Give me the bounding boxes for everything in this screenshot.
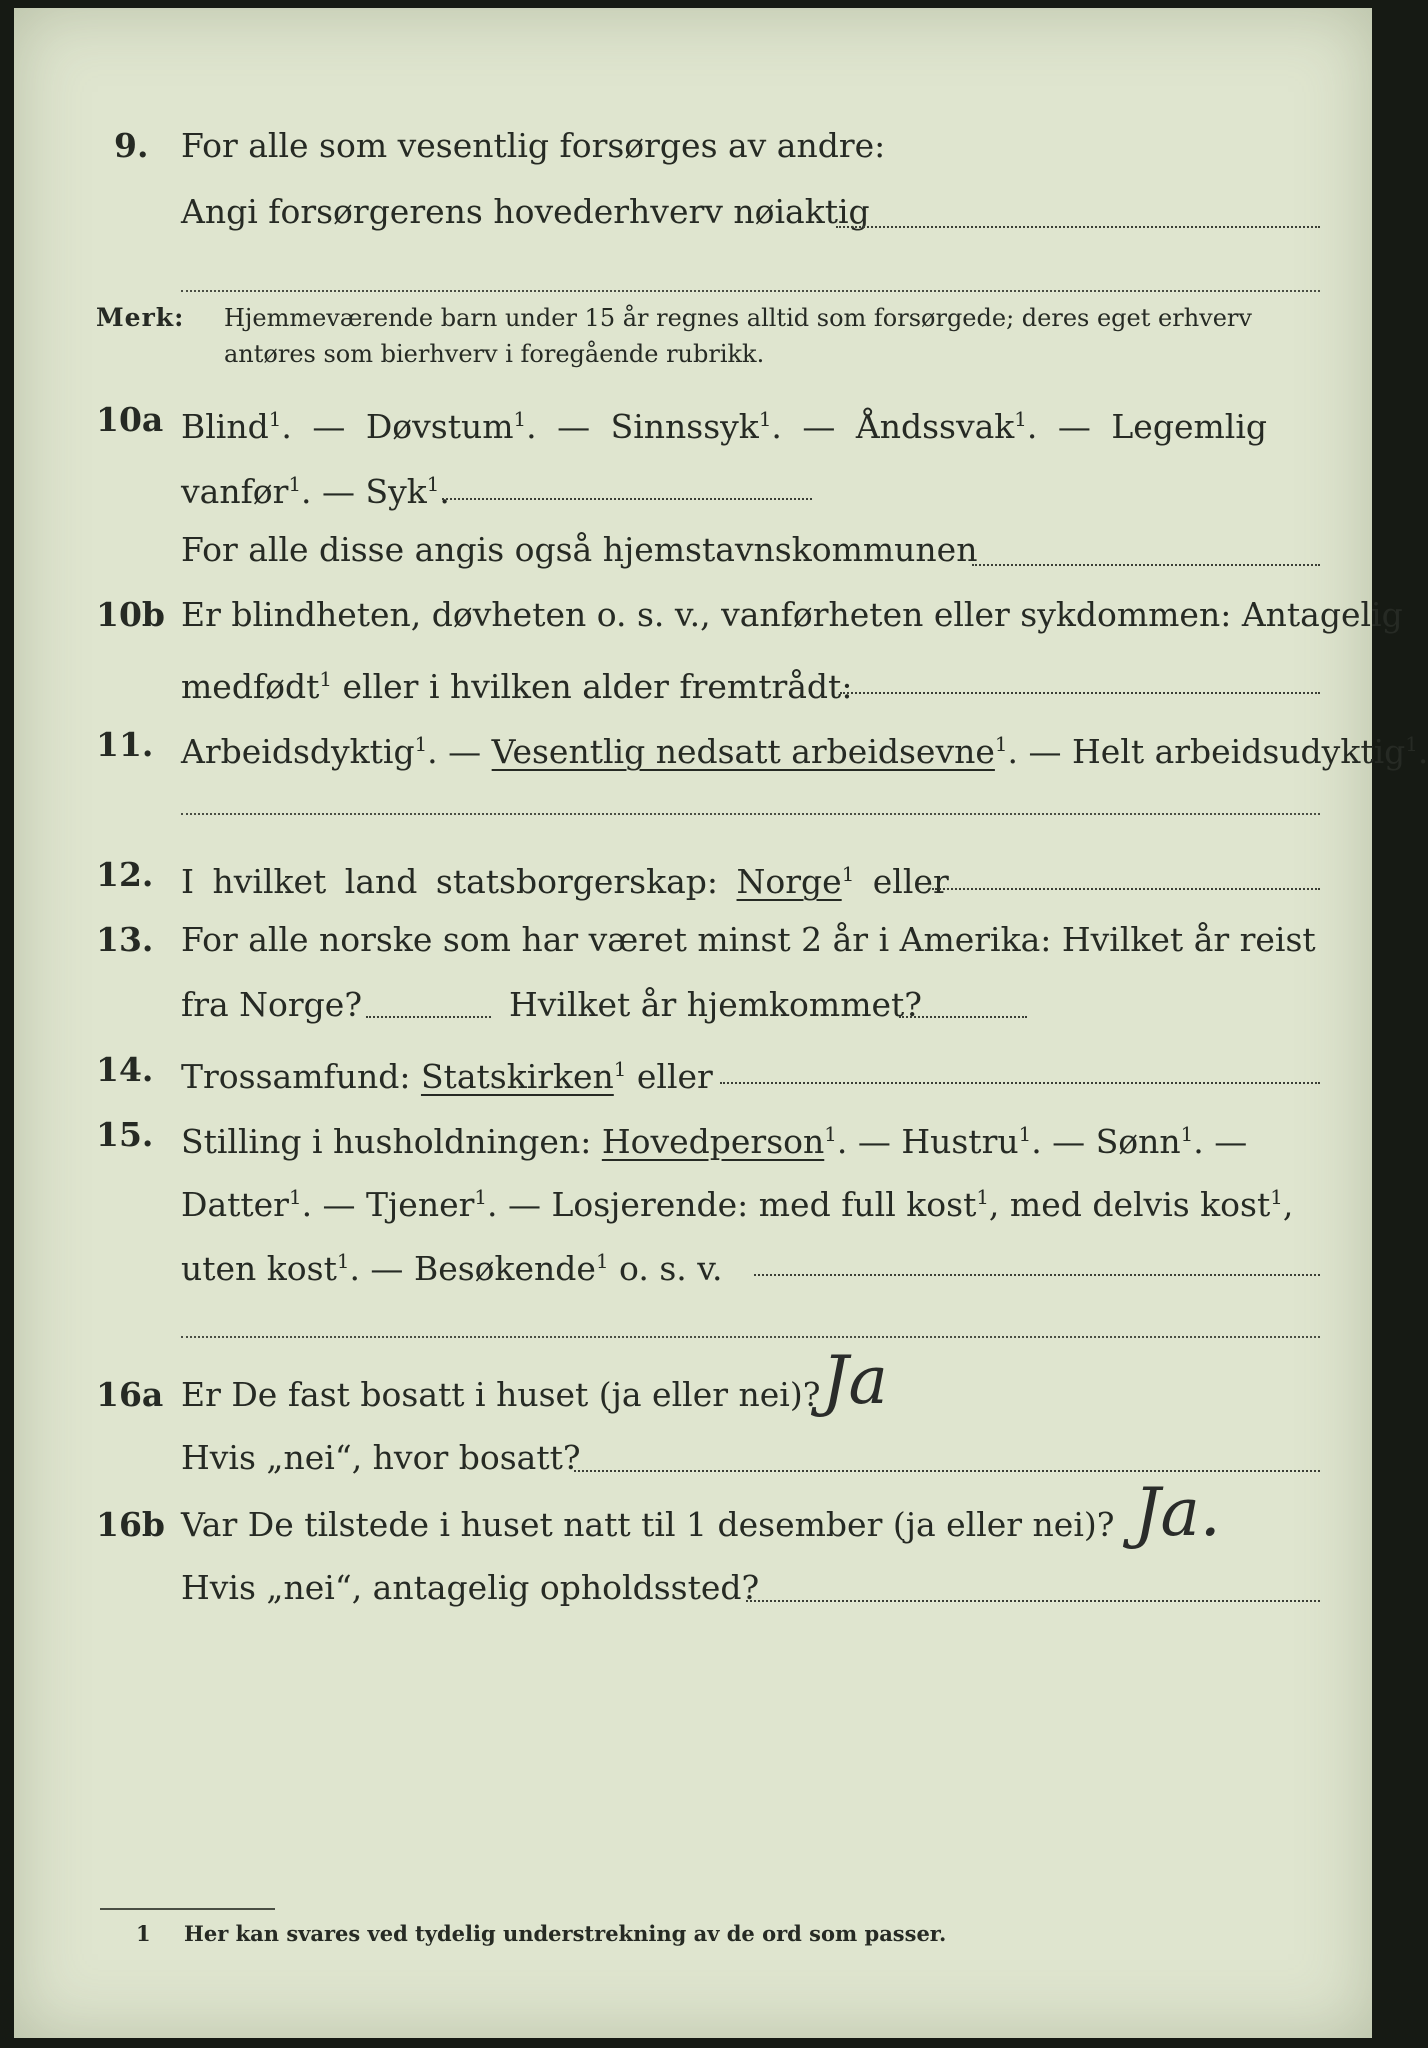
item-15-text: Stilling i husholdningen: Hovedperson$^1$. — Hustru$^1$. — Sønn$^1$. — xyxy=(181,1122,1248,1161)
item-10a-text: Blind$^1$. — Døvstum$^1$. — Sinnssyk$^1$. — Åndssvak$^1$. — Legemlig xyxy=(181,407,1267,446)
item-13-q-reist: fra Norge? xyxy=(181,985,363,1024)
item-13-q-hjemkommet: Hvilket år hjemkommet? xyxy=(509,985,922,1024)
merk-text-line-1: Hjemmeværende barn under 15 år regnes alltid som forsørgede; deres eget erhverv xyxy=(224,304,1252,332)
item-15-question: Stilling i husholdningen: xyxy=(181,1122,592,1161)
option-vesentlig-nedsatt-underlined: Vesentlig nedsatt arbeidsevne xyxy=(491,732,995,771)
item-14-number: 14. xyxy=(96,1050,154,1089)
merk-label: Merk: xyxy=(96,303,185,332)
item-11-text: Arbeidsdyktig$^1$. — Vesentlig nedsatt arbeidsevne$^1$. — Helt arbeidsudyktig$^1$. xyxy=(181,732,1428,771)
item-13-number: 13. xyxy=(96,920,154,959)
item-10a-answer-line[interactable] xyxy=(442,498,812,500)
option-helt-arbeidsudyktig: Helt arbeidsudyktig xyxy=(1071,732,1406,771)
item-11-blank-line[interactable] xyxy=(181,813,1320,815)
option-norge-underlined: Norge xyxy=(736,862,842,901)
item-10a-line2: vanfør$^1$. — Syk$^1$. xyxy=(181,472,450,511)
item-16a-text: Er De fast bosatt i huset (ja eller nei)? xyxy=(181,1375,821,1414)
item-15-line2: Datter$^1$. — Tjener$^1$. — Losjerende: med full kost$^1$, med delvis kost$^1$, xyxy=(181,1185,1294,1224)
item-12-number: 12. xyxy=(96,855,154,894)
merk-text-line-2: antøres som bierhverv i foregående rubrikk. xyxy=(224,340,765,368)
option-datter: Datter xyxy=(181,1185,289,1224)
option-arbeidsdyktig: Arbeidsdyktig xyxy=(181,732,415,771)
item-9-blank-line[interactable] xyxy=(181,290,1320,292)
item-9-answer-line[interactable] xyxy=(836,226,1320,228)
item-10b-line2: medfødt$^1$ eller i hvilken alder fremtrådt: xyxy=(181,667,853,706)
item-10b-number: 10b xyxy=(96,595,165,634)
item-11-number: 11. xyxy=(96,725,154,764)
option-hustru: Hustru xyxy=(901,1122,1019,1161)
option-sonn: Sønn xyxy=(1095,1122,1181,1161)
option-syk: Syk xyxy=(365,472,427,511)
item-9-number: 9. xyxy=(114,126,149,165)
option-blind: Blind xyxy=(181,407,269,446)
item-14-question: Trossamfund: xyxy=(181,1057,411,1096)
item-15-osv: o. s. v. xyxy=(619,1249,723,1288)
option-besokende: Besøkende xyxy=(413,1249,596,1288)
item-16b-oppholdssted-line[interactable] xyxy=(746,1600,1320,1602)
item-14-text: Trossamfund: Statskirken$^1$ eller xyxy=(181,1057,713,1096)
item-10a-line3: For alle disse angis også hjemstavnskommunen xyxy=(181,530,978,569)
item-12-question: I hvilket land statsborgerskap: xyxy=(181,862,719,901)
item-15-number: 15. xyxy=(96,1115,154,1154)
item-15-answer-line[interactable] xyxy=(754,1274,1320,1276)
item-16a-handwritten-answer[interactable]: Ja xyxy=(822,1342,888,1419)
option-delvis-kost: med delvis kost xyxy=(1009,1185,1271,1224)
item-16b-number: 16b xyxy=(96,1505,165,1544)
item-10a-number: 10a xyxy=(96,400,164,439)
item-10a-kommune-line[interactable] xyxy=(972,564,1320,566)
item-14-answer-line[interactable] xyxy=(720,1082,1320,1084)
item-15-blank-line[interactable] xyxy=(181,1336,1320,1338)
item-14-eller: eller xyxy=(636,1057,713,1096)
item-12-answer-line[interactable] xyxy=(932,888,1320,890)
option-statskirken-underlined: Statskirken xyxy=(420,1057,614,1096)
item-10b-line2-rest: eller i hvilken alder fremtrådt: xyxy=(342,667,853,706)
footnote-text: Her kan svares ved tydelig understrekning av de ord som passer. xyxy=(184,1921,947,1946)
item-9-subtext: Angi forsørgerens hovederhverv nøiaktig xyxy=(181,192,870,231)
item-16b-handwritten-answer[interactable]: Ja. xyxy=(1134,1474,1221,1551)
item-15-line3: uten kost$^1$. — Besøkende$^1$ o. s. v. xyxy=(181,1249,723,1288)
item-16b-line2: Hvis „nei“, antagelig opholdssted? xyxy=(181,1568,760,1607)
option-losjerende: Losjerende: med full kost xyxy=(551,1185,977,1224)
option-vanfor: vanfør xyxy=(181,472,289,511)
footnote-marker: 1 xyxy=(136,1921,151,1946)
item-16b-text: Var De tilstede i huset natt til 1 desember (ja eller nei)? xyxy=(181,1505,1115,1544)
item-16a-bosatt-line[interactable] xyxy=(574,1470,1320,1472)
item-12-eller: eller xyxy=(872,862,949,901)
item-12-text: I hvilket land statsborgerskap: Norge$^1$ eller xyxy=(181,862,949,901)
item-10b-answer-line[interactable] xyxy=(840,692,1320,694)
option-uten-kost: uten kost xyxy=(181,1249,337,1288)
option-sinnssyk: Sinnssyk xyxy=(610,407,759,446)
option-andssvak: Åndssvak xyxy=(855,407,1015,446)
item-13-reist-line[interactable] xyxy=(366,1016,491,1018)
option-hovedperson-underlined: Hovedperson xyxy=(601,1122,825,1161)
option-dovstum: Døvstum xyxy=(365,407,514,446)
census-form-page xyxy=(14,8,1428,2038)
footnote-rule xyxy=(100,1908,275,1910)
option-tjener: Tjener xyxy=(366,1185,475,1224)
item-16a-line2: Hvis „nei“, hvor bosatt? xyxy=(181,1438,581,1477)
item-16a-number: 16a xyxy=(96,1375,164,1414)
item-13-hjemkommet-line[interactable] xyxy=(899,1016,1027,1018)
option-medfodt: medfødt xyxy=(181,667,320,706)
option-legemlig: Legemlig xyxy=(1111,407,1267,446)
item-10b-text: Er blindheten, døvheten o. s. v., vanførheten eller sykdommen: Antagelig xyxy=(181,595,1403,634)
item-9-text: For alle som vesentlig forsørges av andre: xyxy=(181,126,886,165)
item-13-text: For alle norske som har været minst 2 år i Amerika: Hvilket år reist xyxy=(181,920,1316,959)
